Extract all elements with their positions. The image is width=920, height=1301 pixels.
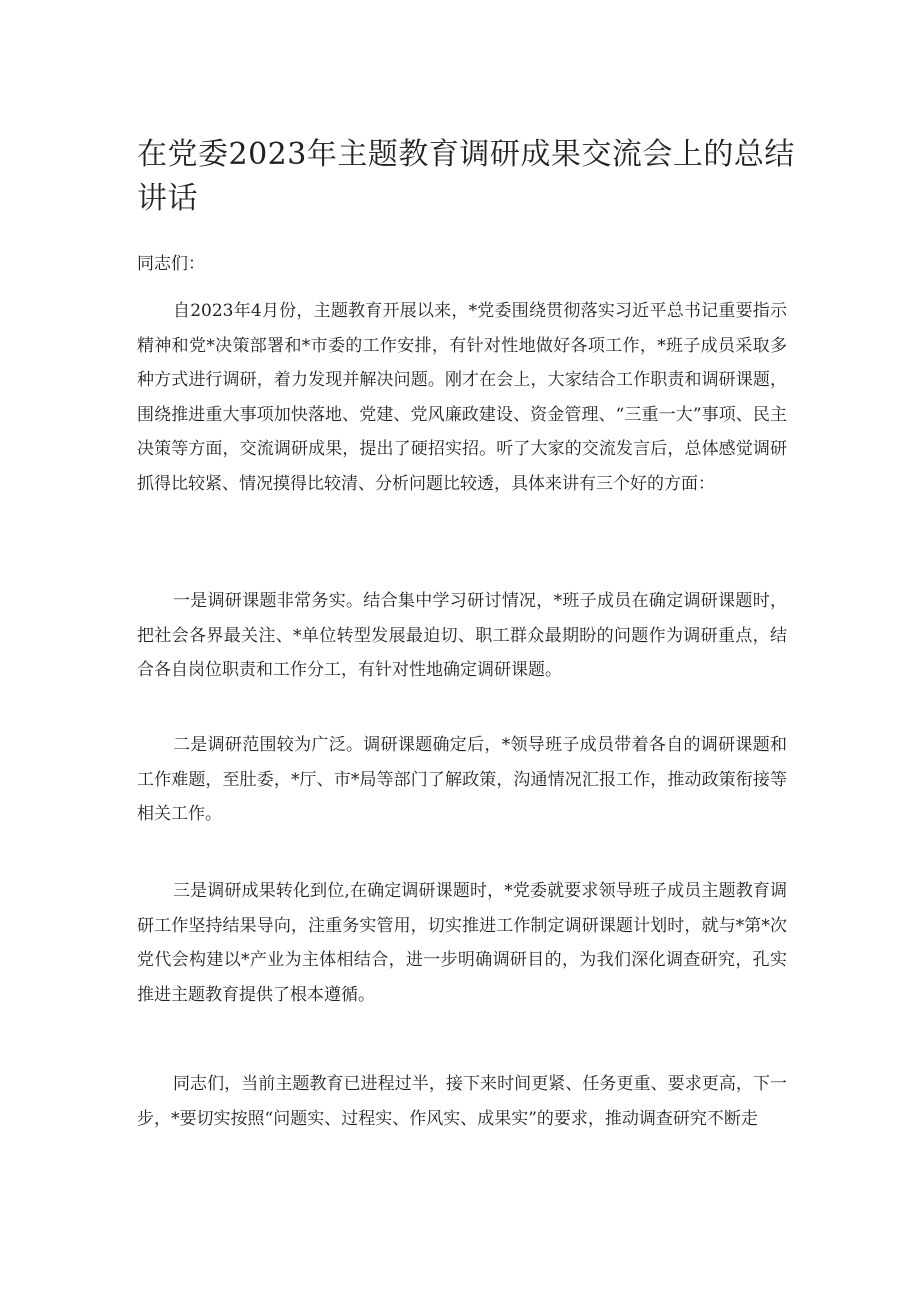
document-title: 在党委2023年主题教育调研成果交流会上的总结讲话 (137, 137, 795, 216)
paragraph-point-two: 二是调研范围较为广泛。调研课题确定后，*领导班子成员带着各自的调研课题和工作难题，至肚委，*厅、市*局等部门了解政策，沟通情况汇报工作，推动政策衔接等相关工作。 (137, 735, 787, 824)
paragraph-point-three: 三是调研成果转化到位,在确定调研课题时，*党委就要求领导班子成员主题教育调研工作坚持结果导向，注重务实管用，切实推进工作制定调研课题计划时，就与*第*次党代会构建以*产业为主体相结合，进一步明确调研目的，为我们深化调查研究，孔实推进主题教育提供了根本遵循。 (137, 881, 787, 1005)
greeting: 同志们： (137, 254, 205, 274)
paragraph-opening: 自2023年4月份，主题教育开展以来，*党委围绕贯彻落实习近平总书记重要指示精神和党*决策部署和*市委的工作安排，有针对性地做好各项工作，*班子成员采取多种方式进行调研，着力发现并解决问题。刚才在会上，大家结合工作职责和调研课题，围绕推进重大事项加快落地、党建、党风廉政建设、资金管理、“三重一大”事项、民主决策等方面，交流调研成果，提出了硬招实招。听了大家的交流发言后，总体感觉调研抓得比较紧、情况摸得比较清、分析问题比较透，具体来讲有三个好的方面： (137, 301, 787, 494)
paragraph-next-steps: 同志们，当前主题教育已进程过半，接下来时间更紧、任务更重、要求更高，下一步，*要切实按照“问题实、过程实、作风实、成果实”的要求，推动调查研究不断走 (137, 1074, 787, 1129)
paragraph-point-one: 一是调研课题非常务实。结合集中学习研讨情况，*班子成员在确定调研课题时，把社会各界最关注、*单位转型发展最迫切、职工群众最期盼的问题作为调研重点，结合各自岗位职责和工作分工，有针对性地确定调研课题。 (137, 591, 787, 680)
